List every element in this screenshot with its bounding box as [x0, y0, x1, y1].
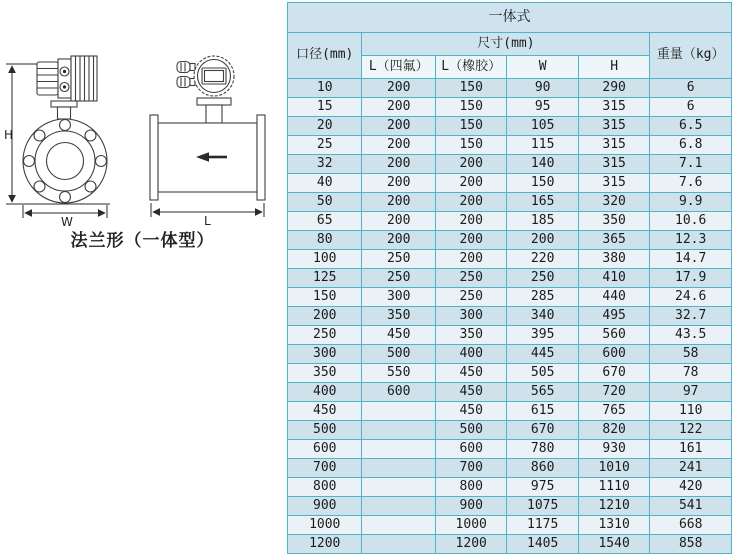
- flowmeter-diagram: [0, 0, 287, 552]
- table-row: [288, 535, 732, 554]
- table-cell: 350: [435, 326, 506, 345]
- table-cell: 200: [362, 193, 435, 212]
- table-cell: 161: [650, 440, 732, 459]
- table-cell: 670: [578, 364, 649, 383]
- table-cell: 600: [362, 383, 435, 402]
- table-cell: 140: [507, 155, 578, 174]
- table-cell: 445: [507, 345, 578, 364]
- table-cell: 350: [578, 212, 649, 231]
- table-row: [288, 288, 732, 307]
- table-row: [288, 345, 732, 364]
- table-cell: 200: [435, 231, 506, 250]
- table-cell: 315: [578, 155, 649, 174]
- col-header-diameter: 口径(mm): [288, 33, 362, 79]
- table-cell: 670: [507, 421, 578, 440]
- table-row: [288, 136, 732, 155]
- table-cell: 6: [650, 79, 732, 98]
- table-cell: 1200: [288, 535, 362, 554]
- table-cell: 200: [435, 155, 506, 174]
- table-cell: 900: [288, 497, 362, 516]
- table-cell: 1310: [578, 516, 649, 535]
- table-cell: 110: [650, 402, 732, 421]
- l-dimension: [151, 203, 264, 228]
- table-title: 一体式: [288, 3, 732, 33]
- front-view: [4, 56, 110, 229]
- table-row: [288, 307, 732, 326]
- table-cell: 315: [578, 174, 649, 193]
- table-cell: 250: [288, 326, 362, 345]
- table-cell: [362, 440, 435, 459]
- dim-label-h: H: [4, 128, 14, 142]
- table-cell: 6.5: [650, 117, 732, 136]
- col-header-h: H: [578, 56, 649, 79]
- table-cell: 200: [362, 117, 435, 136]
- table-row: [288, 497, 732, 516]
- flange-face: [23, 119, 107, 203]
- table-header-row: [288, 33, 732, 56]
- table-row: [288, 212, 732, 231]
- table-cell: [362, 478, 435, 497]
- table-cell: 115: [507, 136, 578, 155]
- table-row: [288, 364, 732, 383]
- table-cell: 1075: [507, 497, 578, 516]
- table-cell: 350: [288, 364, 362, 383]
- table-cell: 250: [362, 250, 435, 269]
- table-cell: 1540: [578, 535, 649, 554]
- table-cell: 315: [578, 98, 649, 117]
- table-cell: 1010: [578, 459, 649, 478]
- table-cell: 17.9: [650, 269, 732, 288]
- table-cell: 290: [578, 79, 649, 98]
- table-cell: 150: [288, 288, 362, 307]
- table-cell: 1200: [435, 535, 506, 554]
- table-cell: 40: [288, 174, 362, 193]
- table-cell: [362, 459, 435, 478]
- table-cell: 780: [507, 440, 578, 459]
- table-cell: 600: [288, 440, 362, 459]
- table-cell: 200: [507, 231, 578, 250]
- table-cell: 1110: [578, 478, 649, 497]
- table-cell: 7.6: [650, 174, 732, 193]
- table-cell: 32: [288, 155, 362, 174]
- table-cell: 975: [507, 478, 578, 497]
- table-cell: 315: [578, 117, 649, 136]
- table-cell: 78: [650, 364, 732, 383]
- table-cell: 6.8: [650, 136, 732, 155]
- table-row: [288, 98, 732, 117]
- table-cell: 80: [288, 231, 362, 250]
- table-cell: 820: [578, 421, 649, 440]
- dim-label-l: L: [204, 214, 211, 228]
- table-cell: 24.6: [650, 288, 732, 307]
- table-cell: 125: [288, 269, 362, 288]
- table-cell: 450: [288, 402, 362, 421]
- table-row: [288, 269, 732, 288]
- table-cell: 165: [507, 193, 578, 212]
- table-cell: 1000: [435, 516, 506, 535]
- table-cell: 150: [435, 98, 506, 117]
- table-cell: 450: [435, 364, 506, 383]
- table-row: [288, 402, 732, 421]
- table-cell: 930: [578, 440, 649, 459]
- table-cell: 6: [650, 98, 732, 117]
- table-row: [288, 326, 732, 345]
- pipe-body: [150, 115, 265, 200]
- col-header-weight: 重量（kg）: [650, 33, 732, 79]
- table-cell: 90: [507, 79, 578, 98]
- table-cell: 800: [288, 478, 362, 497]
- table-cell: 900: [435, 497, 506, 516]
- table-cell: 400: [435, 345, 506, 364]
- table-cell: 200: [362, 155, 435, 174]
- table-cell: 1000: [288, 516, 362, 535]
- table-cell: 858: [650, 535, 732, 554]
- table-cell: 32.7: [650, 307, 732, 326]
- table-cell: 615: [507, 402, 578, 421]
- col-header-w: W: [507, 56, 578, 79]
- table-cell: 95: [507, 98, 578, 117]
- table-cell: 1210: [578, 497, 649, 516]
- table-cell: 250: [435, 288, 506, 307]
- table-cell: 150: [435, 117, 506, 136]
- table-cell: [362, 497, 435, 516]
- table-cell: 200: [362, 79, 435, 98]
- table-cell: 10: [288, 79, 362, 98]
- table-cell: 505: [507, 364, 578, 383]
- table-cell: 220: [507, 250, 578, 269]
- side-view: [150, 56, 265, 228]
- table-row: [288, 421, 732, 440]
- table-cell: 365: [578, 231, 649, 250]
- table-cell: 450: [435, 383, 506, 402]
- table-cell: 200: [435, 212, 506, 231]
- transmitter-head-side: [177, 56, 234, 123]
- table-cell: 350: [362, 307, 435, 326]
- table-cell: 105: [507, 117, 578, 136]
- table-row: [288, 79, 732, 98]
- table-cell: 200: [288, 307, 362, 326]
- table-cell: 600: [435, 440, 506, 459]
- table-row: [288, 459, 732, 478]
- table-cell: 440: [578, 288, 649, 307]
- table-cell: 300: [435, 307, 506, 326]
- table-cell: 200: [362, 212, 435, 231]
- table-cell: 9.9: [650, 193, 732, 212]
- table-cell: 285: [507, 288, 578, 307]
- table-cell: 500: [288, 421, 362, 440]
- table-cell: 200: [362, 231, 435, 250]
- flowmeter-drawing: [0, 0, 287, 260]
- table-row: [288, 478, 732, 497]
- table-cell: 200: [362, 98, 435, 117]
- table-cell: 250: [435, 269, 506, 288]
- table-cell: 300: [288, 345, 362, 364]
- table-row: [288, 155, 732, 174]
- table-cell: 150: [435, 79, 506, 98]
- table-cell: 100: [288, 250, 362, 269]
- col-header-l-rubber: L（橡胶）: [435, 56, 506, 79]
- table-cell: 765: [578, 402, 649, 421]
- table-row: [288, 250, 732, 269]
- table-cell: 200: [435, 174, 506, 193]
- table-row: [288, 174, 732, 193]
- table-cell: 400: [288, 383, 362, 402]
- table-cell: 65: [288, 212, 362, 231]
- table-cell: 1175: [507, 516, 578, 535]
- table-cell: 315: [578, 136, 649, 155]
- transmitter-head-front: [37, 56, 97, 119]
- table-cell: [362, 421, 435, 440]
- table-cell: 495: [578, 307, 649, 326]
- table-cell: 700: [435, 459, 506, 478]
- table-cell: 668: [650, 516, 732, 535]
- table-row: [288, 516, 732, 535]
- spec-table: [287, 2, 732, 554]
- table-cell: 560: [578, 326, 649, 345]
- table-row: [288, 440, 732, 459]
- table-cell: 200: [362, 174, 435, 193]
- table-cell: 800: [435, 478, 506, 497]
- table-cell: 1405: [507, 535, 578, 554]
- diagram-caption: 法兰形（一体型）: [70, 231, 215, 251]
- table-cell: 14.7: [650, 250, 732, 269]
- table-cell: 185: [507, 212, 578, 231]
- table-cell: 340: [507, 307, 578, 326]
- table-cell: 320: [578, 193, 649, 212]
- table-cell: 150: [435, 136, 506, 155]
- col-header-size-group: 尺寸(mm): [362, 33, 650, 56]
- table-row: [288, 383, 732, 402]
- table-cell: 860: [507, 459, 578, 478]
- table-cell: 43.5: [650, 326, 732, 345]
- table-cell: 541: [650, 497, 732, 516]
- table-cell: 420: [650, 478, 732, 497]
- table-cell: 7.1: [650, 155, 732, 174]
- table-cell: 58: [650, 345, 732, 364]
- col-header-l-ptfe: L（四氟）: [362, 56, 435, 79]
- table-cell: 300: [362, 288, 435, 307]
- table-cell: 410: [578, 269, 649, 288]
- table-cell: 10.6: [650, 212, 732, 231]
- table-cell: 450: [362, 326, 435, 345]
- table-cell: [362, 516, 435, 535]
- table-cell: 600: [578, 345, 649, 364]
- table-cell: 700: [288, 459, 362, 478]
- table-cell: 250: [507, 269, 578, 288]
- table-cell: [362, 402, 435, 421]
- table-cell: 720: [578, 383, 649, 402]
- table-cell: 150: [507, 174, 578, 193]
- table-cell: 20: [288, 117, 362, 136]
- table-cell: 122: [650, 421, 732, 440]
- table-cell: 97: [650, 383, 732, 402]
- table-cell: 241: [650, 459, 732, 478]
- table-cell: [362, 535, 435, 554]
- table-cell: 550: [362, 364, 435, 383]
- table-row: [288, 117, 732, 136]
- table-row: [288, 193, 732, 212]
- table-cell: 450: [435, 402, 506, 421]
- table-cell: 380: [578, 250, 649, 269]
- table-body: [288, 79, 732, 554]
- table-title-row: [288, 3, 732, 33]
- table-cell: 12.3: [650, 231, 732, 250]
- table-cell: 395: [507, 326, 578, 345]
- table-cell: 200: [435, 193, 506, 212]
- table-cell: 200: [362, 136, 435, 155]
- table-cell: 250: [362, 269, 435, 288]
- table-cell: 500: [362, 345, 435, 364]
- table-row: [288, 231, 732, 250]
- table-cell: 50: [288, 193, 362, 212]
- table-cell: 500: [435, 421, 506, 440]
- table-cell: 565: [507, 383, 578, 402]
- table-cell: 15: [288, 98, 362, 117]
- dim-label-w: W: [61, 215, 73, 229]
- table-cell: 200: [435, 250, 506, 269]
- table-cell: 25: [288, 136, 362, 155]
